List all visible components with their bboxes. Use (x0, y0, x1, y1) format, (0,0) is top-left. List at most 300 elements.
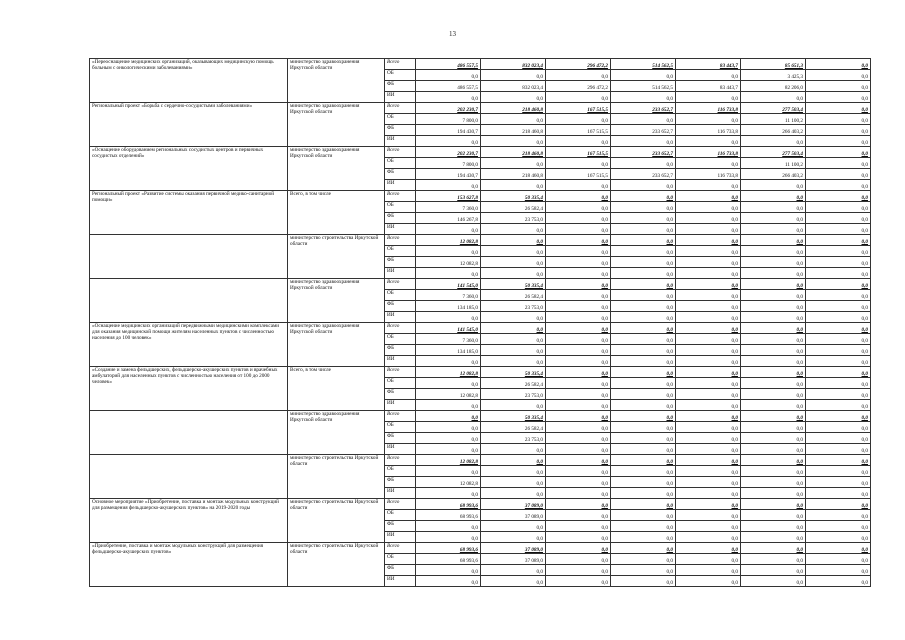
activity-name-cell: «Оснащение оборудованием региональных сосудистых центров и первичных сосудистых отделений» (90, 147, 288, 191)
amount-cell: 116 733,8 (676, 169, 741, 180)
amount-cell: 0,0 (806, 235, 871, 246)
amount-cell: 0,0 (611, 235, 676, 246)
amount-cell: 0,0 (741, 499, 806, 510)
amount-cell: 277 503,4 (741, 103, 806, 114)
amount-cell: 0,0 (741, 246, 806, 257)
amount-cell: 167 515,5 (546, 147, 611, 158)
amount-cell: 0,0 (416, 532, 481, 543)
amount-cell: 0,0 (611, 268, 676, 279)
amount-cell: 82 206,0 (741, 81, 806, 92)
amount-cell: 233 652,7 (611, 103, 676, 114)
executor-cell: министерство здравоохранения Иркутской области (288, 279, 385, 323)
executor-cell: Всего, в том числе (288, 191, 385, 235)
amount-cell: 0,0 (611, 521, 676, 532)
amount-cell: 0,0 (806, 301, 871, 312)
amount-cell: 0,0 (611, 92, 676, 103)
amount-cell: 0,0 (806, 312, 871, 323)
amount-cell: 0,0 (416, 136, 481, 147)
funding-source-cell: ИИ (385, 180, 416, 191)
amount-cell: 0,0 (611, 180, 676, 191)
amount-cell: 0,0 (676, 92, 741, 103)
amount-cell: 0,0 (416, 576, 481, 587)
amount-cell: 0,0 (676, 323, 741, 334)
amount-cell: 37 089,0 (481, 543, 546, 554)
amount-cell: 0,0 (481, 312, 546, 323)
amount-cell: 0,0 (481, 488, 546, 499)
amount-cell: 0,0 (676, 114, 741, 125)
amount-cell: 0,0 (546, 158, 611, 169)
amount-cell: 0,0 (481, 268, 546, 279)
amount-cell: 3 425,3 (741, 70, 806, 81)
amount-cell: 0,0 (806, 279, 871, 290)
amount-cell: 0,0 (676, 334, 741, 345)
amount-cell: 12 082,8 (416, 257, 481, 268)
amount-cell: 0,0 (806, 59, 871, 70)
amount-cell: 0,0 (611, 499, 676, 510)
amount-cell: 0,0 (676, 180, 741, 191)
amount-cell: 0,0 (546, 576, 611, 587)
amount-cell: 0,0 (611, 202, 676, 213)
amount-cell: 0,0 (546, 477, 611, 488)
amount-cell: 0,0 (546, 323, 611, 334)
amount-cell: 0,0 (676, 400, 741, 411)
amount-cell: 0,0 (806, 554, 871, 565)
amount-cell: 0,0 (481, 180, 546, 191)
amount-cell: 0,0 (676, 356, 741, 367)
amount-cell: 0,0 (676, 70, 741, 81)
amount-cell: 0,0 (611, 422, 676, 433)
amount-cell: 0,0 (676, 224, 741, 235)
amount-cell: 0,0 (676, 389, 741, 400)
amount-cell: 0,0 (481, 224, 546, 235)
amount-cell: 0,0 (806, 345, 871, 356)
amount-cell: 0,0 (676, 499, 741, 510)
amount-cell: 167 515,5 (546, 125, 611, 136)
amount-cell: 0,0 (416, 565, 481, 576)
amount-cell: 0,0 (611, 279, 676, 290)
funding-source-cell: ИИ (385, 400, 416, 411)
amount-cell: 0,0 (806, 565, 871, 576)
amount-cell: 0,0 (806, 488, 871, 499)
amount-cell: 0,0 (416, 422, 481, 433)
amount-cell: 0,0 (741, 521, 806, 532)
amount-cell: 0,0 (806, 224, 871, 235)
amount-cell: 0,0 (741, 268, 806, 279)
activity-name-cell: «Приобретение, поставка и монтаж модульных конструкций для размещения фельдшерско-акушерских пунктов» (90, 543, 288, 587)
amount-cell: 12 082,8 (416, 235, 481, 246)
amount-cell: 0,0 (546, 301, 611, 312)
amount-cell: 116 733,8 (676, 103, 741, 114)
amount-cell: 134 185,0 (416, 345, 481, 356)
amount-cell: 0,0 (806, 290, 871, 301)
amount-cell: 0,0 (806, 158, 871, 169)
amount-cell: 486 557,5 (416, 59, 481, 70)
amount-cell: 0,0 (806, 125, 871, 136)
amount-cell: 0,0 (481, 532, 546, 543)
amount-cell: 0,0 (676, 213, 741, 224)
amount-cell: 0,0 (806, 477, 871, 488)
amount-cell: 68 993,6 (416, 554, 481, 565)
amount-cell: 0,0 (741, 422, 806, 433)
amount-cell: 0,0 (676, 444, 741, 455)
activity-name-cell: «Оснащение медицинских организаций передвижными медицинскими комплексами для оказания медицинской помощи жителям населенных пунктов с численностью населения до 100 человек» (90, 323, 288, 367)
amount-cell: 0,0 (481, 455, 546, 466)
activity-name-cell: «Переоснащение медицинских организаций, оказывающих медицинскую помощь больным с онкологическими заболеваниями» (90, 59, 288, 103)
amount-cell: 0,0 (546, 290, 611, 301)
amount-cell: 26 582,4 (481, 202, 546, 213)
amount-cell: 0,0 (546, 532, 611, 543)
amount-cell: 0,0 (741, 224, 806, 235)
amount-cell: 0,0 (416, 411, 481, 422)
amount-cell: 0,0 (741, 191, 806, 202)
amount-cell: 514 562,5 (611, 59, 676, 70)
amount-cell: 141 545,0 (416, 279, 481, 290)
amount-cell: 153 627,8 (416, 191, 481, 202)
amount-cell: 0,0 (806, 576, 871, 587)
table-row (90, 103, 871, 114)
amount-cell: 0,0 (806, 499, 871, 510)
amount-cell: 12 082,8 (416, 367, 481, 378)
amount-cell: 0,0 (741, 477, 806, 488)
budget-table-body (90, 59, 871, 587)
amount-cell: 0,0 (416, 70, 481, 81)
amount-cell: 0,0 (741, 180, 806, 191)
amount-cell: 0,0 (676, 158, 741, 169)
amount-cell: 0,0 (546, 565, 611, 576)
amount-cell: 0,0 (546, 521, 611, 532)
amount-cell: 486 557,5 (416, 81, 481, 92)
table-row (90, 323, 871, 334)
amount-cell: 0,0 (611, 136, 676, 147)
amount-cell: 0,0 (741, 323, 806, 334)
amount-cell: 0,0 (546, 433, 611, 444)
amount-cell: 0,0 (611, 554, 676, 565)
amount-cell: 0,0 (806, 70, 871, 81)
amount-cell: 0,0 (806, 246, 871, 257)
amount-cell: 218 460,8 (481, 125, 546, 136)
amount-cell: 0,0 (416, 433, 481, 444)
amount-cell: 0,0 (611, 323, 676, 334)
executor-cell: министерство здравоохранения Иркутской области (288, 103, 385, 147)
amount-cell: 0,0 (611, 378, 676, 389)
amount-cell: 0,0 (416, 356, 481, 367)
amount-cell: 233 652,7 (611, 147, 676, 158)
amount-cell: 0,0 (481, 576, 546, 587)
amount-cell: 0,0 (416, 92, 481, 103)
activity-name-cell: Основное мероприятие «Приобретение, поставка и монтаж модульных конструкций для размещения фельдшерско-акушерских пунктов» на 2019-2020 годы (90, 499, 288, 543)
amount-cell: 0,0 (806, 422, 871, 433)
amount-cell: 0,0 (611, 510, 676, 521)
amount-cell: 0,0 (676, 136, 741, 147)
amount-cell: 26 582,4 (481, 378, 546, 389)
amount-cell: 296 472,2 (546, 59, 611, 70)
amount-cell: 0,0 (416, 246, 481, 257)
amount-cell: 68 993,6 (416, 510, 481, 521)
amount-cell: 0,0 (741, 532, 806, 543)
amount-cell: 0,0 (546, 246, 611, 257)
funding-source-cell: ИИ (385, 312, 416, 323)
amount-cell: 141 545,0 (416, 323, 481, 334)
amount-cell: 0,0 (741, 257, 806, 268)
amount-cell: 0,0 (741, 488, 806, 499)
amount-cell: 0,0 (741, 235, 806, 246)
funding-source-cell: ОБ (385, 114, 416, 125)
activity-name-cell (90, 455, 288, 499)
amount-cell: 0,0 (546, 345, 611, 356)
amount-cell: 0,0 (546, 202, 611, 213)
amount-cell: 50 335,4 (481, 411, 546, 422)
amount-cell: 0,0 (741, 301, 806, 312)
amount-cell: 0,0 (481, 246, 546, 257)
table-row (90, 191, 871, 202)
amount-cell: 0,0 (806, 92, 871, 103)
amount-cell: 12 082,8 (416, 477, 481, 488)
amount-cell: 0,0 (546, 136, 611, 147)
amount-cell: 0,0 (741, 92, 806, 103)
amount-cell: 0,0 (741, 576, 806, 587)
table-row (90, 59, 871, 70)
amount-cell: 0,0 (806, 323, 871, 334)
amount-cell: 0,0 (611, 345, 676, 356)
table-row (90, 367, 871, 378)
amount-cell: 0,0 (546, 455, 611, 466)
amount-cell: 0,0 (611, 158, 676, 169)
amount-cell: 0,0 (676, 411, 741, 422)
amount-cell: 0,0 (611, 334, 676, 345)
activity-name-cell (90, 279, 288, 323)
funding-source-cell: ИИ (385, 444, 416, 455)
amount-cell: 0,0 (676, 565, 741, 576)
amount-cell: 0,0 (611, 191, 676, 202)
amount-cell: 11 100,2 (741, 158, 806, 169)
amount-cell: 0,0 (546, 235, 611, 246)
amount-cell: 0,0 (546, 279, 611, 290)
amount-cell: 0,0 (806, 466, 871, 477)
amount-cell: 116 733,8 (676, 125, 741, 136)
amount-cell: 83 443,7 (676, 81, 741, 92)
funding-source-cell: ОБ (385, 158, 416, 169)
executor-cell: министерство здравоохранения Иркутской области (288, 323, 385, 367)
funding-source-cell: ОБ (385, 202, 416, 213)
funding-source-cell: ОБ (385, 70, 416, 81)
amount-cell: 0,0 (806, 136, 871, 147)
funding-source-cell: ФБ (385, 213, 416, 224)
amount-cell: 0,0 (611, 224, 676, 235)
amount-cell: 0,0 (481, 466, 546, 477)
amount-cell: 0,0 (676, 290, 741, 301)
amount-cell: 0,0 (546, 191, 611, 202)
amount-cell: 0,0 (741, 213, 806, 224)
amount-cell: 0,0 (416, 444, 481, 455)
activity-name-cell: «Создание и замена фельдшерских, фельдшерско-акушерских пунктов и врачебных амбулаторий для населенных пунктов с численностью населения от 100 до 2000 человек» (90, 367, 288, 411)
amount-cell: 0,0 (416, 268, 481, 279)
table-row (90, 499, 871, 510)
amount-cell: 0,0 (806, 257, 871, 268)
funding-source-cell: ОБ (385, 246, 416, 257)
amount-cell: 0,0 (611, 114, 676, 125)
funding-source-cell: ФБ (385, 257, 416, 268)
amount-cell: 0,0 (806, 81, 871, 92)
amount-cell: 832 023,4 (481, 81, 546, 92)
amount-cell: 0,0 (481, 92, 546, 103)
amount-cell: 0,0 (546, 411, 611, 422)
amount-cell: 0,0 (546, 543, 611, 554)
amount-cell: 0,0 (546, 114, 611, 125)
amount-cell: 0,0 (611, 477, 676, 488)
amount-cell: 0,0 (741, 466, 806, 477)
amount-cell: 0,0 (611, 290, 676, 301)
amount-cell: 0,0 (611, 213, 676, 224)
amount-cell: 7 360,0 (416, 290, 481, 301)
amount-cell: 0,0 (481, 400, 546, 411)
funding-source-cell: Всего (385, 279, 416, 290)
amount-cell: 202 230,7 (416, 147, 481, 158)
amount-cell: 0,0 (546, 444, 611, 455)
amount-cell: 0,0 (806, 455, 871, 466)
amount-cell: 514 562,5 (611, 81, 676, 92)
amount-cell: 0,0 (611, 356, 676, 367)
amount-cell: 0,0 (741, 565, 806, 576)
amount-cell: 0,0 (676, 554, 741, 565)
amount-cell: 23 753,0 (481, 301, 546, 312)
amount-cell: 0,0 (611, 532, 676, 543)
amount-cell: 0,0 (481, 477, 546, 488)
funding-source-cell: ФБ (385, 433, 416, 444)
amount-cell: 37 089,0 (481, 499, 546, 510)
funding-source-cell: Всего (385, 499, 416, 510)
amount-cell: 0,0 (416, 466, 481, 477)
executor-cell: Всего, в том числе (288, 367, 385, 411)
amount-cell: 0,0 (546, 389, 611, 400)
activity-name-cell: Региональный проект «Борьба с сердечно-сосудистыми заболеваниями» (90, 103, 288, 147)
amount-cell: 0,0 (546, 510, 611, 521)
amount-cell: 0,0 (481, 257, 546, 268)
amount-cell: 0,0 (676, 422, 741, 433)
amount-cell: 0,0 (806, 411, 871, 422)
amount-cell: 0,0 (806, 103, 871, 114)
amount-cell: 0,0 (546, 356, 611, 367)
amount-cell: 11 100,2 (741, 114, 806, 125)
amount-cell: 218 460,8 (481, 103, 546, 114)
funding-source-cell: ОБ (385, 510, 416, 521)
amount-cell: 0,0 (546, 400, 611, 411)
amount-cell: 0,0 (481, 356, 546, 367)
amount-cell: 0,0 (546, 213, 611, 224)
amount-cell: 83 443,7 (676, 59, 741, 70)
funding-source-cell: ФБ (385, 477, 416, 488)
amount-cell: 233 652,7 (611, 169, 676, 180)
table-row (90, 235, 871, 246)
amount-cell: 50 335,4 (481, 279, 546, 290)
amount-cell: 0,0 (676, 268, 741, 279)
funding-source-cell: ИИ (385, 356, 416, 367)
amount-cell: 0,0 (806, 543, 871, 554)
amount-cell: 0,0 (676, 455, 741, 466)
executor-cell: министерство здравоохранения Иркутской области (288, 59, 385, 103)
amount-cell: 0,0 (676, 466, 741, 477)
amount-cell: 0,0 (676, 532, 741, 543)
funding-source-cell: ИИ (385, 576, 416, 587)
amount-cell: 12 082,8 (416, 455, 481, 466)
funding-source-cell: ИИ (385, 532, 416, 543)
amount-cell: 0,0 (546, 466, 611, 477)
amount-cell: 0,0 (806, 202, 871, 213)
amount-cell: 7 800,0 (416, 158, 481, 169)
funding-source-cell: ФБ (385, 81, 416, 92)
funding-source-cell: ФБ (385, 301, 416, 312)
amount-cell: 0,0 (416, 400, 481, 411)
amount-cell: 194 430,7 (416, 169, 481, 180)
amount-cell: 0,0 (416, 488, 481, 499)
amount-cell: 0,0 (481, 70, 546, 81)
amount-cell: 0,0 (741, 433, 806, 444)
amount-cell: 0,0 (676, 477, 741, 488)
table-row (90, 455, 871, 466)
amount-cell: 0,0 (611, 389, 676, 400)
amount-cell: 23 753,0 (481, 433, 546, 444)
amount-cell: 0,0 (611, 576, 676, 587)
amount-cell: 0,0 (806, 433, 871, 444)
amount-cell: 218 460,8 (481, 147, 546, 158)
amount-cell: 167 515,5 (546, 103, 611, 114)
amount-cell: 0,0 (611, 565, 676, 576)
funding-source-cell: ОБ (385, 422, 416, 433)
amount-cell: 7 360,0 (416, 334, 481, 345)
amount-cell: 0,0 (481, 444, 546, 455)
amount-cell: 0,0 (481, 158, 546, 169)
amount-cell: 0,0 (741, 455, 806, 466)
amount-cell: 0,0 (481, 114, 546, 125)
amount-cell: 0,0 (546, 554, 611, 565)
amount-cell: 26 582,4 (481, 290, 546, 301)
activity-name-cell (90, 411, 288, 455)
amount-cell: 266 403,2 (741, 125, 806, 136)
amount-cell: 0,0 (481, 235, 546, 246)
amount-cell: 0,0 (741, 279, 806, 290)
amount-cell: 0,0 (481, 521, 546, 532)
amount-cell: 85 651,3 (741, 59, 806, 70)
amount-cell: 0,0 (741, 312, 806, 323)
amount-cell: 0,0 (611, 455, 676, 466)
amount-cell: 0,0 (611, 257, 676, 268)
amount-cell: 0,0 (741, 202, 806, 213)
amount-cell: 0,0 (611, 246, 676, 257)
amount-cell: 0,0 (676, 279, 741, 290)
amount-cell: 0,0 (546, 488, 611, 499)
amount-cell: 0,0 (806, 114, 871, 125)
funding-source-cell: Всего (385, 147, 416, 158)
funding-source-cell: Всего (385, 411, 416, 422)
amount-cell: 0,0 (806, 521, 871, 532)
funding-source-cell: ИИ (385, 136, 416, 147)
amount-cell: 7 800,0 (416, 114, 481, 125)
amount-cell: 0,0 (546, 268, 611, 279)
executor-cell: министерство здравоохранения Иркутской области (288, 411, 385, 455)
amount-cell: 0,0 (611, 466, 676, 477)
funding-source-cell: ИИ (385, 224, 416, 235)
amount-cell: 0,0 (806, 169, 871, 180)
funding-source-cell: Всего (385, 191, 416, 202)
amount-cell: 0,0 (676, 433, 741, 444)
funding-source-cell: ФБ (385, 169, 416, 180)
amount-cell: 277 503,4 (741, 147, 806, 158)
amount-cell: 0,0 (741, 389, 806, 400)
funding-source-cell: ОБ (385, 334, 416, 345)
amount-cell: 0,0 (741, 378, 806, 389)
amount-cell: 0,0 (611, 70, 676, 81)
amount-cell: 202 230,7 (416, 103, 481, 114)
executor-cell: министерство строительства Иркутской области (288, 499, 385, 543)
